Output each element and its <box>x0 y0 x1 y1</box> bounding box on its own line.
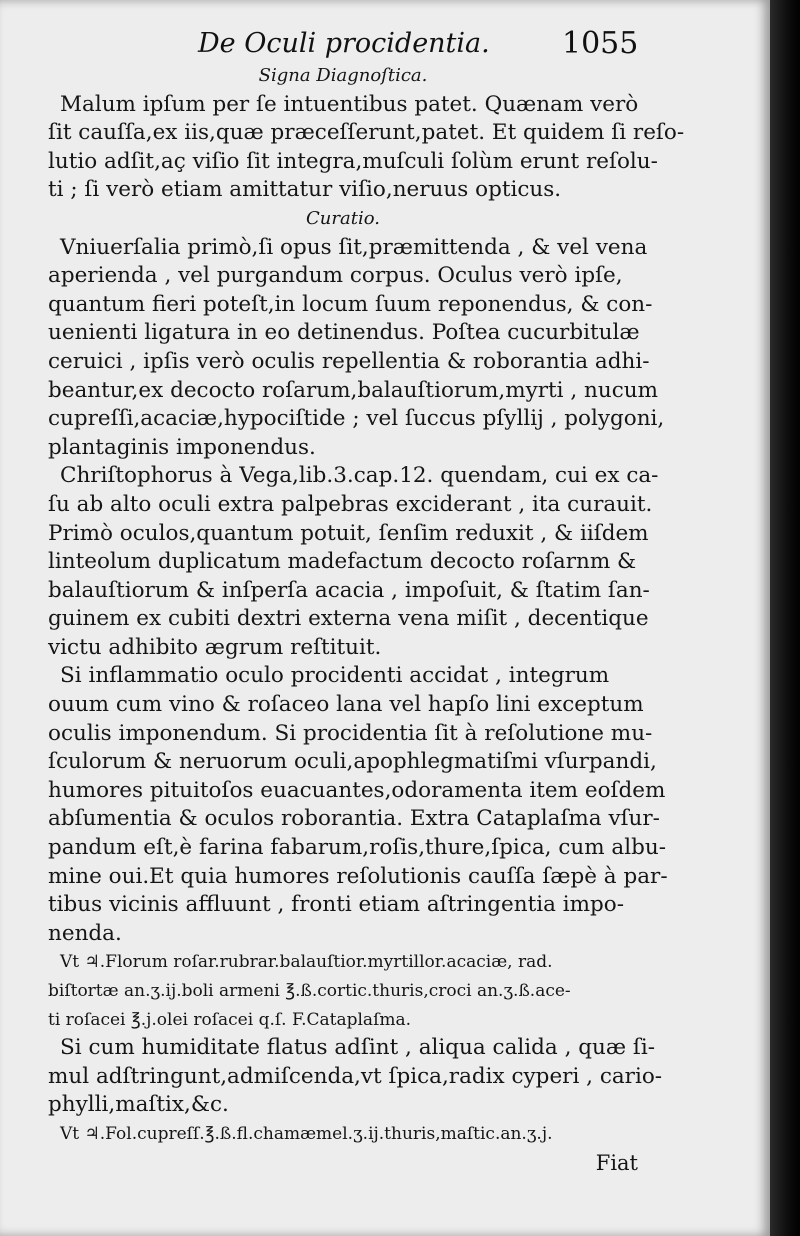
text-line: Si cum humiditate flatus adſint , aliqua calida , quæ ſi- <box>60 1035 655 1061</box>
text-line: plantaginis imponendus. <box>48 434 316 460</box>
page-number: 1055 <box>562 26 639 61</box>
text-line: nenda. <box>48 920 122 946</box>
text-line: ceruici , ipſis verò oculis repellentia & roborantia adhi- <box>48 348 650 374</box>
text-line: oculis imponendum. Si procidentia ſit à reſolutione mu- <box>48 720 653 746</box>
running-title: De Oculi procidentia. <box>198 28 490 59</box>
recipe-line: Vt ♃.Fol.cupreſſ.℥.ß.fl.chamæmel.ʒ.ij.thuris,maſtic.an.ʒ.j. <box>60 1123 553 1144</box>
text-line: aperienda , vel purgandum corpus. Oculus verò ipſe, <box>48 263 623 289</box>
text-line: ſculorum & neruorum oculi,apophlegmatiſmi vſurpandi, <box>48 749 657 775</box>
paragraph-vega <box>48 462 659 662</box>
text-line: Primò oculos,quantum potuit, ſenſim reduxit , & iiſdem <box>48 520 649 546</box>
text-line: beantur,ex decocto roſarum,balauſtiorum,myrti , nucum <box>48 377 659 403</box>
text-line: Vniuerſalia primò,ſi opus ſit,præmittenda , & vel vena <box>60 234 648 260</box>
text-line: Si inflammatio oculo procidenti accidat , integrum <box>60 663 610 689</box>
body-text <box>48 62 685 1177</box>
recipe-fol-cupress <box>48 1120 638 1149</box>
text-line: abſumentia & oculos roborantia. Extra Cataplaſma vſur- <box>48 806 660 832</box>
text-line: tibus vicinis affluunt , fronti etiam aſtringentia impo- <box>48 892 624 918</box>
text-line: ouum cum vino & roſaceo lana vel hapſo lini exceptum <box>48 692 644 718</box>
text-line: pandum eſt,è farina fabarum,roſis,thure,ſpica, cum albu- <box>48 835 666 861</box>
page-header <box>0 26 770 66</box>
text-line: uenienti ligatura in eo detinendus. Poſtea cucurbitulæ <box>48 320 640 346</box>
text-line: lutio adſit,aç viſio ſit integra,muſculi ſolùm erunt reſolu- <box>48 148 658 174</box>
text-line: Chriſtophorus à Vega,lib.3.cap.12. quendam, cui ex ca- <box>60 463 659 489</box>
recipe-line: Vt ♃.Florum roſar.rubrar.balauſtior.myrtillor.acaciæ, rad. <box>60 952 553 973</box>
text-line: ſit cauſſa,ex iis,quæ præceſſerunt,patet. Et quidem ſi reſo- <box>48 120 685 146</box>
text-line: mine oui.Et quia humores reſolutionis cauſſa ſæpè à par- <box>48 863 668 889</box>
text-line: humores pituitoſos euacuantes,odoramenta item eoſdem <box>48 777 666 803</box>
text-line: balauſtiorum & inſperſa acacia , impoſuit, & ſtatim ſan- <box>48 577 650 603</box>
paragraph-inflammation <box>48 662 668 948</box>
text-line: Malum ipſum per ſe intuentibus patet. Quænam verò <box>60 91 639 117</box>
text-line: guinem ex cubiti dextri externa vena miſit , decentique <box>48 606 649 632</box>
text-line: quantum fieri poteſt,in locum ſuum reponendus, & con- <box>48 291 653 317</box>
recipe-line: ti roſacei ℥.j.olei roſacei q.ſ. F.Cataplaſma. <box>48 1009 412 1030</box>
text-line: victu adhibito ægrum reſtituit. <box>48 634 382 660</box>
section-heading-cure: Curatio. <box>306 207 380 229</box>
text-line: cupreſſi,acaciæ,hypociſtide ; vel ſuccus pſyllij , polygoni, <box>48 406 665 432</box>
paragraph-cure <box>48 234 665 463</box>
section-heading-signs: Signa Diagnoſtica. <box>258 65 428 86</box>
text-line: ti ; ſi verò etiam amittatur viſio,neruus opticus. <box>48 177 562 203</box>
catchword: Fiat <box>595 1150 638 1175</box>
text-line: phylli,maſtix,&c. <box>48 1092 229 1118</box>
paragraph-signs <box>48 91 685 205</box>
paragraph-humidity <box>48 1034 663 1120</box>
text-line: mul adſtringunt,admiſcenda,vt ſpica,radix cyperi , cario- <box>48 1063 663 1089</box>
recipe-line: biſtortæ an.ʒ.ij.boli armeni ℥.ß.cortic.thuris,croci an.ʒ.ß.ace- <box>48 981 571 1001</box>
recipe-cataplasm <box>48 948 638 1034</box>
book-gutter-shadow <box>770 0 800 1236</box>
text-line: linteolum duplicatum madefactum decocto roſarnm & <box>48 549 637 575</box>
text-line: ſu ab alto oculi extra palpebras exciderant , ita curauit. <box>48 491 653 517</box>
